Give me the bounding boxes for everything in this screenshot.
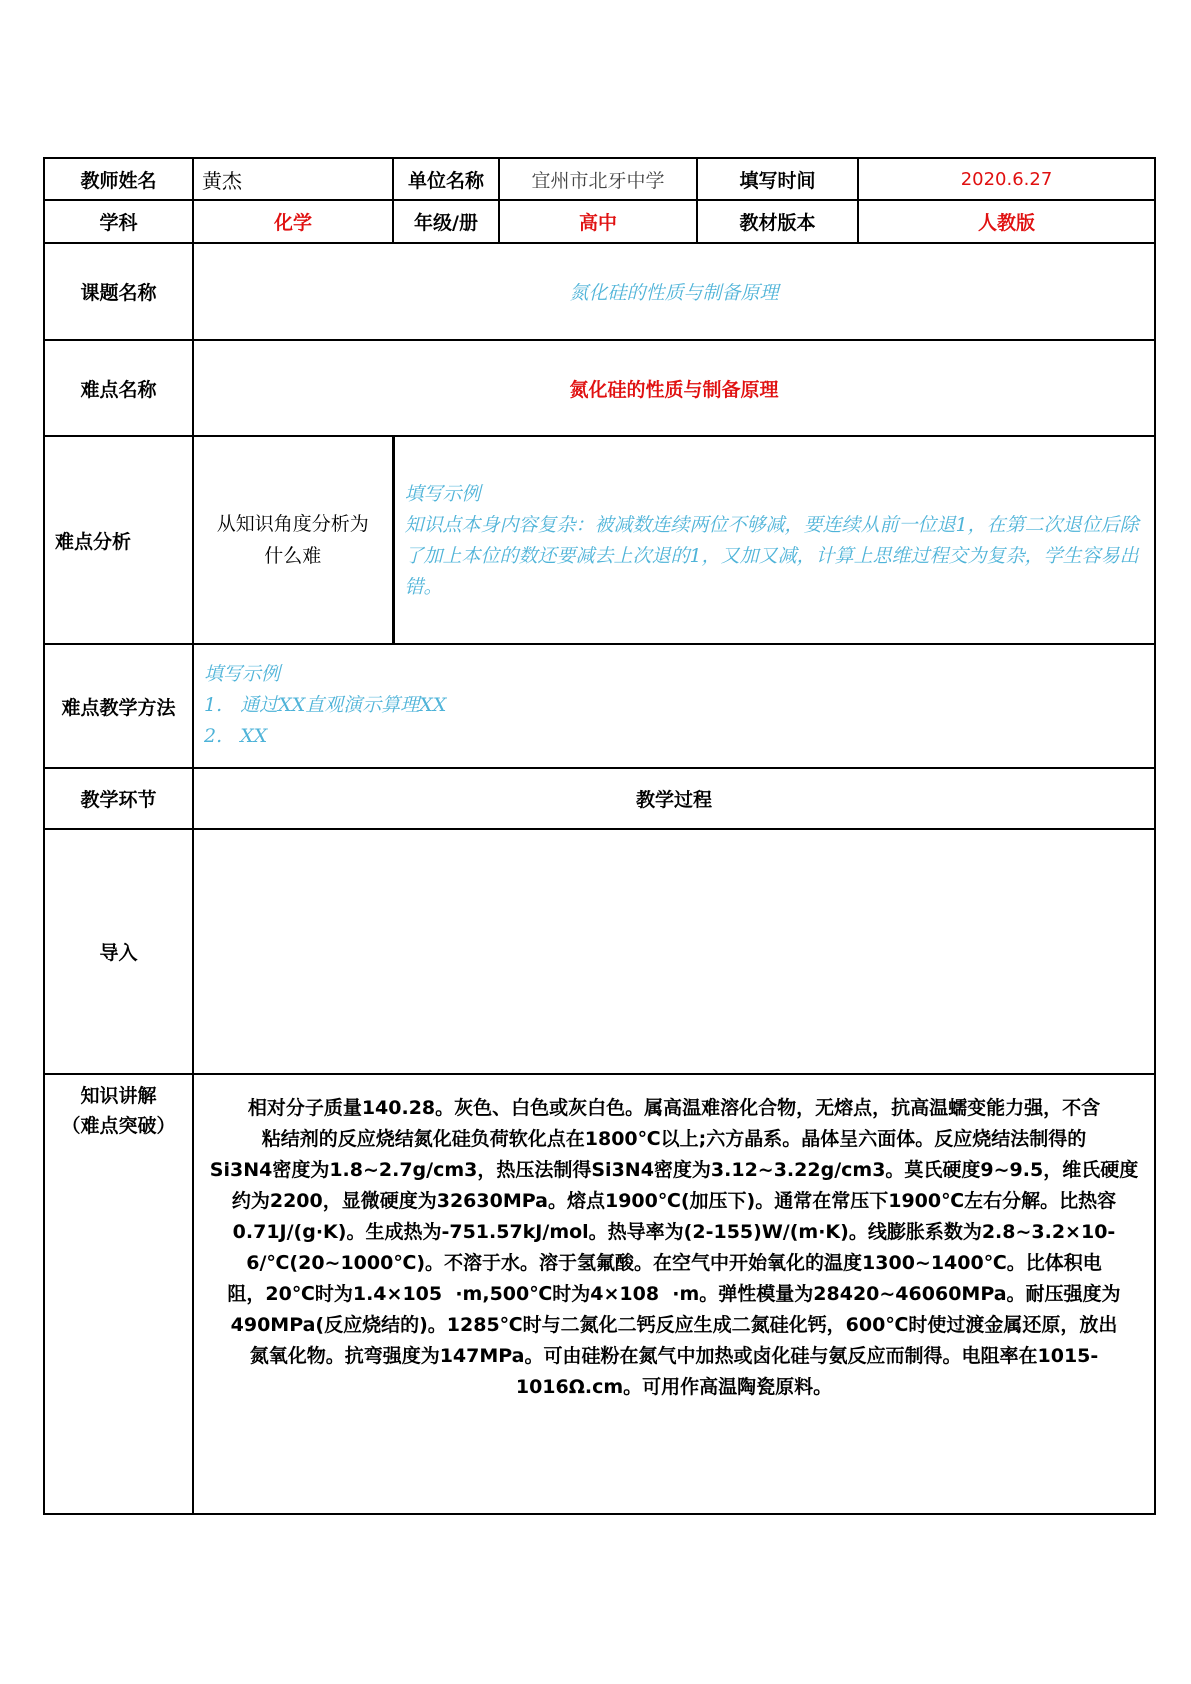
process-label: 教学环节 xyxy=(44,768,193,829)
knowledge-label xyxy=(44,1074,193,1514)
topic-value: 氮化硅的性质与制备原理 xyxy=(193,243,1155,340)
subject-value: 化学 xyxy=(193,200,393,243)
knowledge-line: 1016Ω.cm。可用作高温陶瓷原料。 xyxy=(515,1376,833,1398)
method-label: 难点教学方法 xyxy=(44,644,193,768)
header-row-2 xyxy=(44,200,1155,243)
method-item: 2. XX xyxy=(204,725,268,747)
teacher-label: 教师姓名 xyxy=(44,158,193,200)
grade-label: 年级/册 xyxy=(393,200,499,243)
fill-time-label: 填写时间 xyxy=(697,158,858,200)
method-row xyxy=(44,644,1155,768)
knowledge-line: 相对分子质量140.28。灰色、白色或灰白色。属高温难溶化合物，无熔点，抗高温蠕变能力强，不含 xyxy=(247,1097,1101,1119)
knowledge-content xyxy=(193,1074,1155,1514)
knowledge-line: 阻，20℃时为1.4×105 ·m,500℃时为4×108 ·m。弹性模量为28420~46060MPa。耐压强度为 xyxy=(227,1283,1121,1305)
teacher-name: 黄杰 xyxy=(193,158,393,200)
lesson-plan-form xyxy=(43,157,1154,1515)
difficulty-label: 难点名称 xyxy=(44,340,193,436)
grade-value: 高中 xyxy=(499,200,697,243)
analysis-example-text: 知识点本身内容复杂：被减数连续两位不够减，要连续从前一位退1，在第二次退位后除了加上本位的数还要减去上次退的1，又加又减，计算上思维过程交为复杂，学生容易出错。 xyxy=(404,514,1139,598)
analysis-row xyxy=(44,436,1155,644)
intro-row xyxy=(44,829,1155,1074)
lesson-plan-table xyxy=(43,157,1156,1515)
fill-time-value: 2020.6.27 xyxy=(858,158,1155,200)
knowledge-line: 490MPa(反应烧结的)。1285℃时与二氮化二钙反应生成二氮硅化钙，600℃时使过渡金属还原，放出 xyxy=(230,1314,1118,1336)
header-row-1 xyxy=(44,158,1155,200)
method-content xyxy=(193,644,1155,768)
difficulty-row xyxy=(44,340,1155,436)
edition-label: 教材版本 xyxy=(697,200,858,243)
intro-label: 导入 xyxy=(44,829,193,1074)
knowledge-line: 0.71J/(g·K)。生成热为-751.57kJ/mol。热导率为(2-155)W/(m·K)。线膨胀系数为2.8~3.2×10- xyxy=(232,1221,1116,1243)
knowledge-line: Si3N4密度为1.8~2.7g/cm3，热压法制得Si3N4密度为3.12~3.22g/cm3。莫氏硬度9~9.5，维氏硬度 xyxy=(209,1159,1139,1181)
knowledge-line: 粘结剂的反应烧结氮化硅负荷软化点在1800℃以上;六方晶系。晶体呈六面体。反应烧结法制得的 xyxy=(261,1128,1087,1150)
knowledge-row xyxy=(44,1074,1155,1514)
method-item: 1. 通过XX直观演示算理XX xyxy=(204,694,447,716)
unit-label: 单位名称 xyxy=(393,158,499,200)
analysis-example-title: 填写示例 xyxy=(404,483,481,505)
analysis-sublabel: 从知识角度分析为什么难 xyxy=(193,436,393,644)
knowledge-line: 6/℃(20~1000℃)。不溶于水。溶于氢氟酸。在空气中开始氧化的温度1300~1400℃。比体积电 xyxy=(246,1252,1102,1274)
knowledge-label-line2: （难点突破） xyxy=(61,1115,176,1137)
intro-content xyxy=(193,829,1155,1074)
unit-name: 宜州市北牙中学 xyxy=(499,158,697,200)
knowledge-label-line1: 知识讲解 xyxy=(80,1085,157,1107)
topic-row xyxy=(44,243,1155,340)
edition-value: 人教版 xyxy=(858,200,1155,243)
subject-label: 学科 xyxy=(44,200,193,243)
process-row xyxy=(44,768,1155,829)
analysis-example xyxy=(393,436,1155,644)
difficulty-value: 氮化硅的性质与制备原理 xyxy=(193,340,1155,436)
method-example-title: 填写示例 xyxy=(204,663,281,685)
analysis-label: 难点分析 xyxy=(44,436,193,644)
knowledge-line: 约为2200，显微硬度为32630MPa。熔点1900℃(加压下)。通常在常压下1900℃左右分解。比热容 xyxy=(231,1190,1117,1212)
knowledge-line: 氮氧化物。抗弯强度为147MPa。可由硅粉在氮气中加热或卤化硅与氨反应而制得。电阻率在1015- xyxy=(249,1345,1099,1367)
topic-label: 课题名称 xyxy=(44,243,193,340)
process-value: 教学过程 xyxy=(193,768,1155,829)
